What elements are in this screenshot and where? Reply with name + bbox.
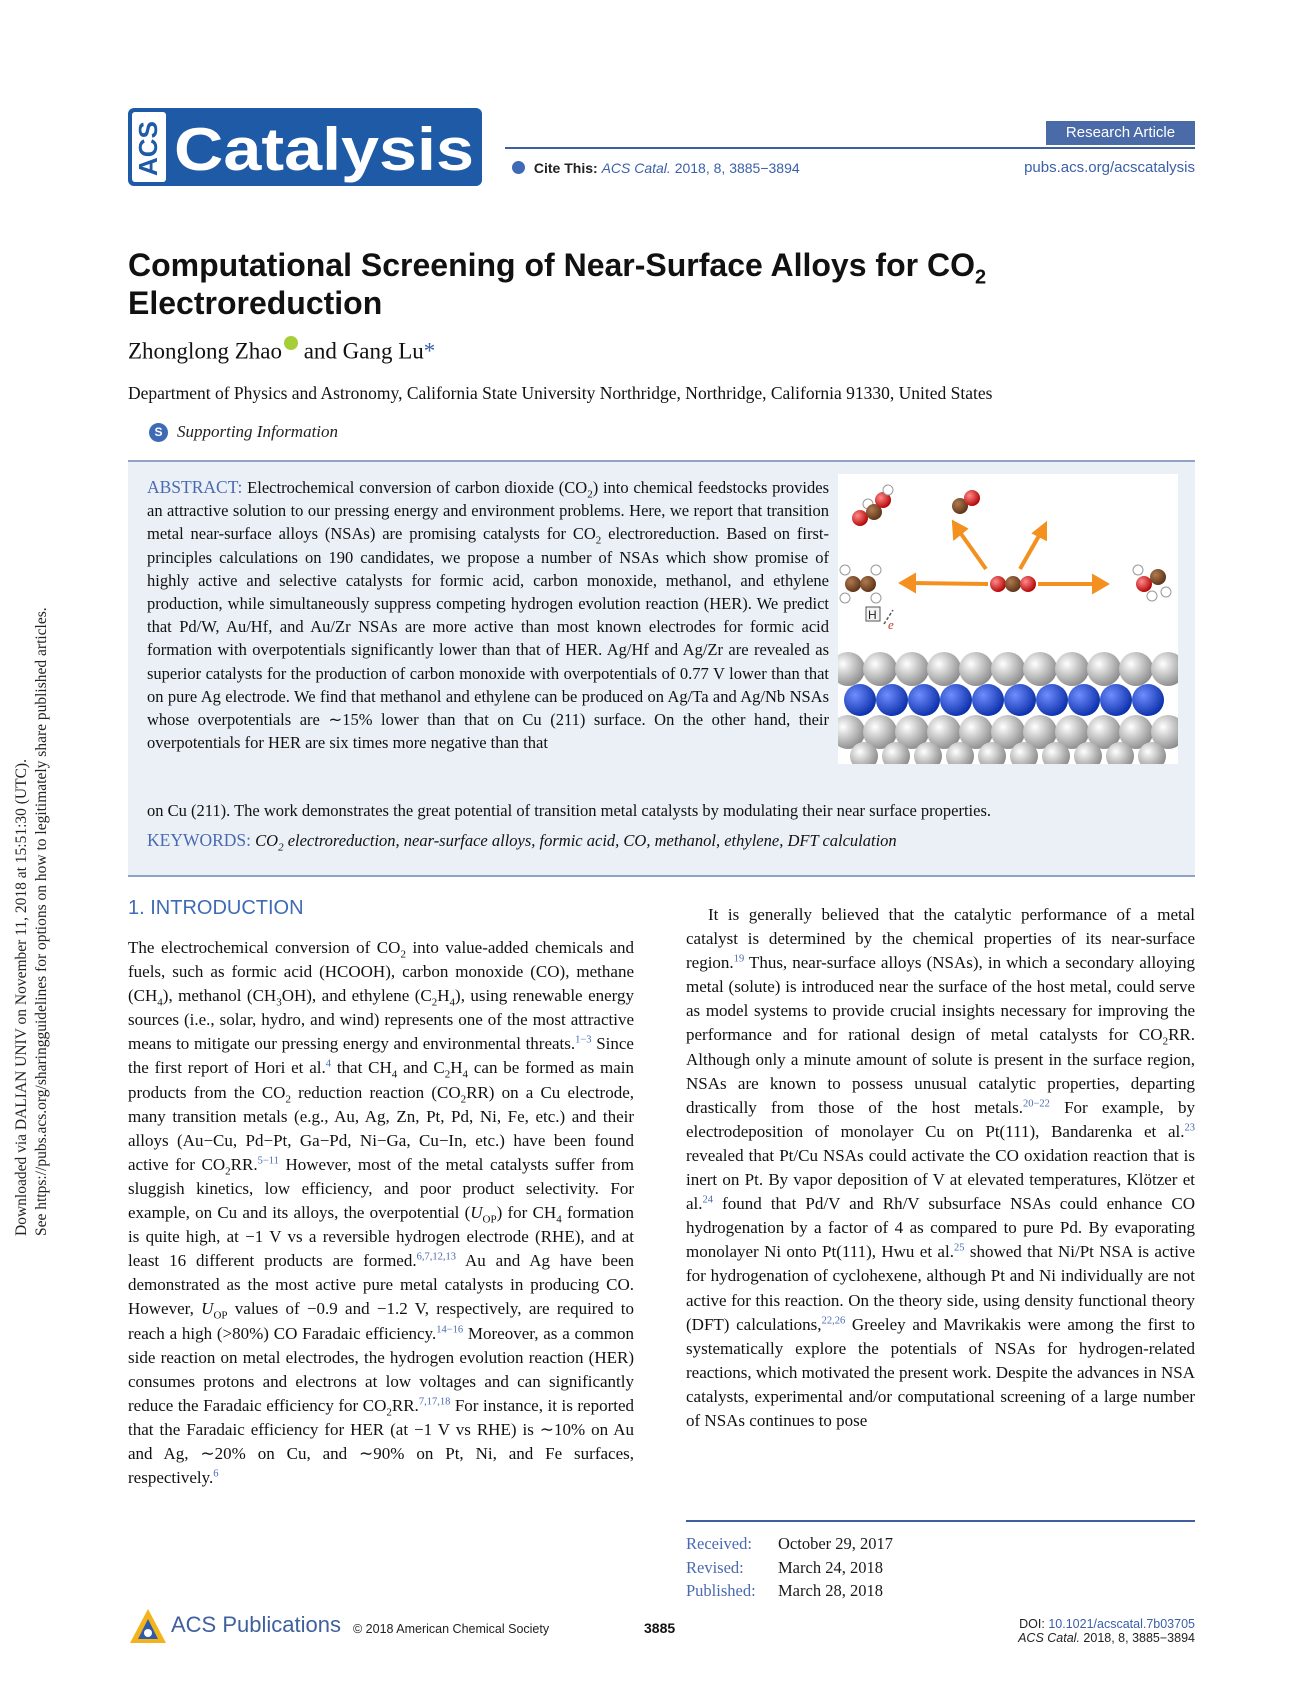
intro-left-column: The electrochemical conversion of $CO_2$ into value-added chemicals and fuels, such as formic acid (HCOOH), carbon monoxide (CO), methane $(CH_4)$, methanol $(CH_3OH)$, and ethylene $(C_2H_4)$, using renewable energy sources (i.e., solar, hydro, and wind) represents one of the most attractive means to mitigate our pressing energy and environmental threats.$^{1-3}$ Since the first report of Hori et al.$^4$ that $CH_4$ and $C_2H_4$ can be formed as main products from the $CO_2$ reduction reaction $(CO_2RR)$ on a Cu electrode, many transition metals (e.g., Au, Ag, Zn, Pt, Pd, Ni, Fe, etc.) and their alloys (Au−Cu, Pd−Pt, Ga−Pd, Ni−Ga, Cu−In, etc.) have been found active for $CO_2RR.^{5-11}$ However, most of the metal catalysts suffer from sluggish kinetics, low efficiency, and poor product selectivity. For example, on Cu and its alloys, the overpotential $(U_{OP})$ for $CH_4$ formation is quite high, at −1 V vs a reversible hydrogen electrode (RHE), and at least 16 different products are formed.$^{6,7,12,13}$ Au and Ag have been demonstrated as the most active pure metal catalysts in producing CO. However, $U_{OP}$ values of −0.9 and −1.2 V, respectively, are required to reach a high (>80%) CO Faradaic efficiency.$^{14-16}$ Moreover, as a common side reaction on metal electrodes, the hydrogen evolution reaction (HER) consumes protons and electrons at low voltages and can significantly reduce the Faradaic efficiency for $CO_2RR.^{7,17,18}$ For instance, it is reported that the Faradaic efficiency for HER (at −1 V vs RHE) is ∼10% on Au and Ag, ∼20% on Cu, and ∼90% on Pt, Ni, and Fe surfaces, respectively.$^6$: [128, 938, 635, 1488]
header-rule: [505, 147, 1195, 149]
abstract-label: ABSTRACT:: [147, 477, 243, 497]
keywords-list: electroreduction, near-surface alloys, formic acid, CO, methanol, ethylene, DFT calculation: [287, 831, 897, 850]
keywords-label: KEYWORDS:: [147, 830, 252, 850]
intro-heading: 1. INTRODUCTION: [128, 897, 304, 919]
author-list: [128, 336, 435, 365]
abstract-text: ABSTRACT: Electrochemical conversion of carbon dioxide $(CO_2)$ into chemical feedstocks provides an attractive solution to our pressing energy and environment problems. Here, we report that transition metal near-surface alloys (NSAs) are promising catalysts for $CO_2$ electroreduction. Based on first-principles calculations on 190 candidates, we propose a number of NSAs which show promise of highly active and selective catalysts for formic acid, carbon monoxide, methanol, and ethylene production, while simultaneously suppress competing hydrogen evolution reaction (HER). We predict that Pd/W, Au/Hf, and Au/Zr NSAs are more active than most known electrodes for formic acid formation with overpotentials significantly lower than that of HER. Ag/Hf and Ag/Zr are revealed as superior catalysts for the production of carbon monoxide with overpotentials of 0.77 V lower than that on pure Ag electrode. We find that methanol and ethylene can be produced on Ag/Ta and Ag/Nb NSAs whose overpotentials are ∼15% lower than that on Cu (211) surface. On the other hand, their overpotentials for HER are six times more negative than that: [147, 477, 829, 753]
footer-journal-ref: 2018, 8, 3885−3894: [1083, 1631, 1195, 1645]
abstract-last-line: on Cu (211). The work demonstrates the great potential of transition metal catalysts by modulating their near surface properties.: [147, 801, 992, 820]
dates-rule: [686, 1520, 1195, 1522]
article-type-badge: Research Article: [1046, 121, 1195, 145]
affiliation: Department of Physics and Astronomy, California State University Northridge, Northridge, California 91330, United States: [128, 383, 993, 403]
title-co2-subscript: 2: [974, 266, 987, 289]
doi-link[interactable]: 10.1021/acscatal.7b03705: [1048, 1617, 1195, 1631]
slab-top-row: [838, 652, 1178, 686]
toc-e-label: e: [888, 617, 894, 632]
supporting-info-label[interactable]: Supporting Information: [177, 422, 339, 441]
doi-block: [1018, 1617, 1195, 1645]
keywords: KEYWORDS: $CO_2$ electroreduction, near-surface alloys, formic acid, CO, methanol, ethylene, DFT calculation: [147, 830, 897, 854]
cite-journal[interactable]: ACS Catal.: [601, 160, 671, 176]
article-dates: [686, 1532, 893, 1603]
journal-url-link[interactable]: pubs.acs.org/acscatalysis: [1024, 159, 1195, 176]
author-zhao[interactable]: Zhonglong Zhao: [128, 338, 282, 364]
cite-ref[interactable]: 2018, 8, 3885−3894: [674, 160, 800, 176]
supporting-info-icon: S: [149, 423, 168, 442]
doi-label: DOI:: [1019, 1617, 1045, 1631]
published-date: March 28, 2018: [778, 1581, 883, 1600]
revised-date: March 24, 2018: [778, 1557, 883, 1577]
acs-publications-wordmark[interactable]: ACS Publications: [171, 1612, 341, 1637]
published-label: Published:: [686, 1581, 756, 1600]
logo-acs-text: ACS: [133, 121, 163, 176]
check-badge-icon: [512, 161, 525, 174]
download-notice-line1: Downloaded via DALIAN UNIV on November 11, 2018 at 15:51:30 (UTC).: [13, 759, 30, 1236]
corresponding-author-star[interactable]: *: [423, 338, 436, 364]
acs-publications-logo-icon[interactable]: [128, 1607, 168, 1647]
download-notice-line2: See https://pubs.acs.org/sharingguidelines for options on how to legitimately share published articles.: [33, 607, 50, 1236]
author-lu[interactable]: Gang Lu: [342, 338, 424, 364]
received-label: Received:: [686, 1534, 752, 1553]
footer-journal: ACS Catal.: [1018, 1631, 1080, 1645]
cite-label: Cite This:: [533, 160, 598, 176]
journal-logo[interactable]: [128, 108, 482, 186]
copyright: © 2018 American Chemical Society: [353, 1622, 550, 1636]
cite-this[interactable]: [512, 160, 800, 176]
author-and: and: [303, 338, 337, 364]
intro-right-column: It is generally believed that the catalytic performance of a metal catalyst is determined by the chemical properties of its near-surface region.$^{19}$ Thus, near-surface alloys (NSAs), in which a secondary alloying metal (solute) is introduced near the surface of the host metal, could serve as model systems to provide crucial insights necessary for improving the performance and for rational design of metal catalysts for $CO_2RR$. Although only a minute amount of solute is present in the surface region, NSAs are known to possess unusual catalytic properties, departing drastically from those of the host metals.$^{20-22}$ For example, by electrodeposition of monolayer Cu on Pt(111), Bandarenka et al.$^{23}$ revealed that Pt/Cu NSAs could activate the CO oxidation reaction that is inert on Pt. By vapor deposition of V at elevated temperatures, Klötzer et al.$^{24}$ found that Pd/V and Rh/V subsurface NSAs could enhance CO hydrogenation by a factor of 4 as compared to pure Pd. By evaporating monolayer Ni onto Pt(111), Hwu et al.$^{25}$ showed that Ni/Pt NSA is active for hydrogenation of cyclohexene, although Pt and Ni individually are not active for this reaction. On the theory side, using density functional theory (DFT) calculations,$^{22,26}$ Greeley and Mavrikakis were among the first to systematically explore the potentials of NSAs for hydrogen-related reactions, which motivated the present work. Despite the advances in NSA catalysts, experimental and/or computational screening of a large number of NSAs continues to pose: [686, 905, 1195, 1430]
download-notice: [6, 520, 62, 1240]
toc-h-label: H: [868, 608, 877, 622]
revised-label: Revised:: [686, 1557, 744, 1577]
logo-catalysis-text: Catalysis: [174, 116, 474, 183]
supporting-information-link[interactable]: [149, 422, 338, 442]
orcid-icon[interactable]: [284, 336, 298, 350]
received-date: October 29, 2017: [778, 1534, 894, 1553]
toc-graphic: [838, 474, 1178, 764]
title-line1: Computational Screening of Near-Surface Alloys for CO: [128, 247, 975, 283]
page-number: 3885: [644, 1620, 676, 1636]
title-line2: Electroreduction: [128, 285, 383, 321]
article-title: [128, 246, 1128, 322]
co2-molecule: [990, 576, 1036, 592]
